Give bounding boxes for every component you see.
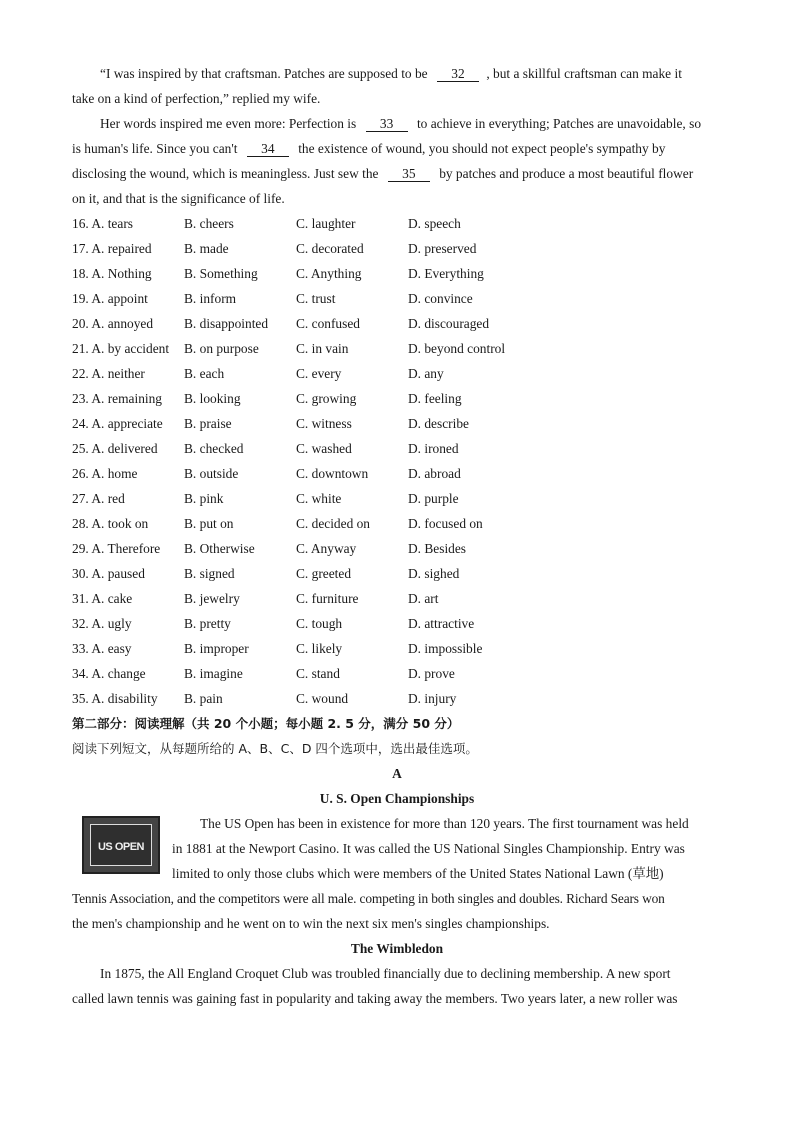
blank-35: 35 <box>388 167 430 182</box>
option-b: B. signed <box>184 566 235 581</box>
option-d: D. focused on <box>408 516 483 531</box>
passage-text: by patches and produce a most beautiful flower <box>439 166 694 181</box>
us-open-logo <box>82 816 160 874</box>
option-b: B. on purpose <box>184 341 259 356</box>
option-a: 20. A. annoyed <box>72 316 154 331</box>
option-d: D. describe <box>408 416 469 431</box>
option-a: 30. A. paused <box>72 566 145 581</box>
option-c: C. likely <box>296 641 343 656</box>
option-b: B. put on <box>184 516 234 531</box>
option-d: D. preserved <box>408 241 477 256</box>
section-heading: 第二部分：阅读理解（共 20 个小题；每小题 2. 5 分，满分 50 分） <box>72 716 460 731</box>
article-title-usopen: U. S. Open Championships <box>319 791 475 806</box>
option-d: D. Besides <box>408 541 467 556</box>
passage-line <box>100 65 682 83</box>
option-d: D. injury <box>408 691 457 706</box>
wimbledon-line: In 1875, the All England Croquet Club was troubled financially due to declining membership. A new sport <box>100 966 671 981</box>
option-b: B. made <box>184 241 229 256</box>
option-c: C. greeted <box>296 566 352 581</box>
us-open-logo-text: US OPEN <box>90 824 152 866</box>
option-b: B. Something <box>184 266 258 281</box>
option-a: 16. A. tears <box>72 216 133 231</box>
passage-text: Her words inspired me even more: Perfection is <box>100 116 357 131</box>
option-a: 21. A. by accident <box>72 341 170 356</box>
option-a: 35. A. disability <box>72 691 158 706</box>
option-b: B. imagine <box>184 666 243 681</box>
option-d: D. Everything <box>408 266 484 281</box>
option-b: B. praise <box>184 416 232 431</box>
option-a: 34. A. change <box>72 666 146 681</box>
option-b: B. jewelry <box>184 591 240 606</box>
usopen-line: in 1881 at the Newport Casino. It was called the US National Singles Championship. Entry was <box>172 841 685 856</box>
passage-line: take on a kind of perfection,” replied my wife. <box>72 91 321 106</box>
option-c: C. in vain <box>296 341 349 356</box>
option-b: B. Otherwise <box>184 541 255 556</box>
option-c: C. stand <box>296 666 340 681</box>
option-c: C. Anyway <box>296 541 357 556</box>
option-c: C. furniture <box>296 591 359 606</box>
passage-text: is human's life. Since you can't <box>72 141 238 156</box>
passage-line <box>72 140 665 158</box>
blank-33: 33 <box>366 117 408 132</box>
passage-text: to achieve in everything; Patches are unavoidable, so <box>416 116 702 131</box>
option-c: C. witness <box>296 416 352 431</box>
option-a: 17. A. repaired <box>72 241 152 256</box>
option-d: D. feeling <box>408 391 462 406</box>
option-a: 26. A. home <box>72 466 138 481</box>
option-d: D. convince <box>408 291 473 306</box>
option-b: B. outside <box>184 466 239 481</box>
wimbledon-line: called lawn tennis was gaining fast in popularity and taking away the members. Two years later, a new roller was <box>72 991 678 1006</box>
option-a: 29. A. Therefore <box>72 541 161 556</box>
option-c: C. every <box>296 366 342 381</box>
passage-text: disclosing the wound, which is meaningless. Just sew the <box>72 166 379 181</box>
option-d: D. sighed <box>408 566 460 581</box>
option-a: 32. A. ugly <box>72 616 132 631</box>
option-a: 28. A. took on <box>72 516 149 531</box>
passage-line: on it, and that is the significance of life. <box>72 191 285 206</box>
option-d: D. abroad <box>408 466 461 481</box>
passage-text: “I was inspired by that craftsman. Patches are supposed to be <box>100 66 428 81</box>
option-c: C. downtown <box>296 466 369 481</box>
option-d: D. beyond control <box>408 341 506 356</box>
passage-letter: A <box>392 766 402 781</box>
option-b: B. looking <box>184 391 241 406</box>
option-d: D. impossible <box>408 641 483 656</box>
option-d: D. ironed <box>408 441 459 456</box>
option-b: B. pink <box>184 491 224 506</box>
option-c: C. laughter <box>296 216 356 231</box>
blank-34: 34 <box>247 142 289 157</box>
option-a: 19. A. appoint <box>72 291 148 306</box>
option-a: 22. A. neither <box>72 366 145 381</box>
option-c: C. white <box>296 491 342 506</box>
option-b: B. improper <box>184 641 249 656</box>
option-a: 33. A. easy <box>72 641 132 656</box>
option-c: C. tough <box>296 616 343 631</box>
option-c: C. decided on <box>296 516 371 531</box>
passage-line <box>72 165 693 183</box>
option-c: C. growing <box>296 391 357 406</box>
option-b: B. pretty <box>184 616 231 631</box>
option-d: D. speech <box>408 216 461 231</box>
usopen-line: the men's championship and he went on to win the next six men's singles championships. <box>72 916 550 931</box>
option-a: 18. A. Nothing <box>72 266 152 281</box>
option-c: C. washed <box>296 441 352 456</box>
option-c: C. decorated <box>296 241 364 256</box>
article-title-wimbledon: The Wimbledon <box>350 941 444 956</box>
option-b: B. pain <box>184 691 223 706</box>
blank-32: 32 <box>437 67 479 82</box>
option-a: 27. A. red <box>72 491 125 506</box>
option-d: D. any <box>408 366 444 381</box>
option-d: D. discouraged <box>408 316 490 331</box>
option-d: D. art <box>408 591 439 606</box>
option-d: D. purple <box>408 491 459 506</box>
option-a: 31. A. cake <box>72 591 133 606</box>
passage-text: , but a skillful craftsman can make it <box>486 66 682 81</box>
usopen-line <box>172 865 664 883</box>
option-d: D. attractive <box>408 616 475 631</box>
option-a: 25. A. delivered <box>72 441 158 456</box>
usopen-line: The US Open has been in existence for more than 120 years. The first tournament was held <box>200 816 689 831</box>
option-b: B. checked <box>184 441 244 456</box>
option-c: C. confused <box>296 316 360 331</box>
option-c: C. trust <box>296 291 336 306</box>
option-b: B. inform <box>184 291 237 306</box>
passage-line <box>100 115 701 133</box>
option-c: C. Anything <box>296 266 362 281</box>
option-c: C. wound <box>296 691 349 706</box>
passage-text: the existence of wound, you should not expect people's sympathy by <box>298 141 666 156</box>
option-d: D. prove <box>408 666 455 681</box>
option-b: B. cheers <box>184 216 234 231</box>
section-instruction: 阅读下列短文，从每题所给的 A、B、C、D 四个选项中，选出最佳选项。 <box>72 741 478 756</box>
option-b: B. disappointed <box>184 316 269 331</box>
option-a: 23. A. remaining <box>72 391 163 406</box>
usopen-text: limited to only those clubs which were members of the United States National Lawn (草地) <box>172 866 664 881</box>
option-b: B. each <box>184 366 225 381</box>
usopen-line: Tennis Association, and the competitors were all male. competing in both singles and doubles. Richard Sears won <box>72 891 665 906</box>
option-a: 24. A. appreciate <box>72 416 163 431</box>
